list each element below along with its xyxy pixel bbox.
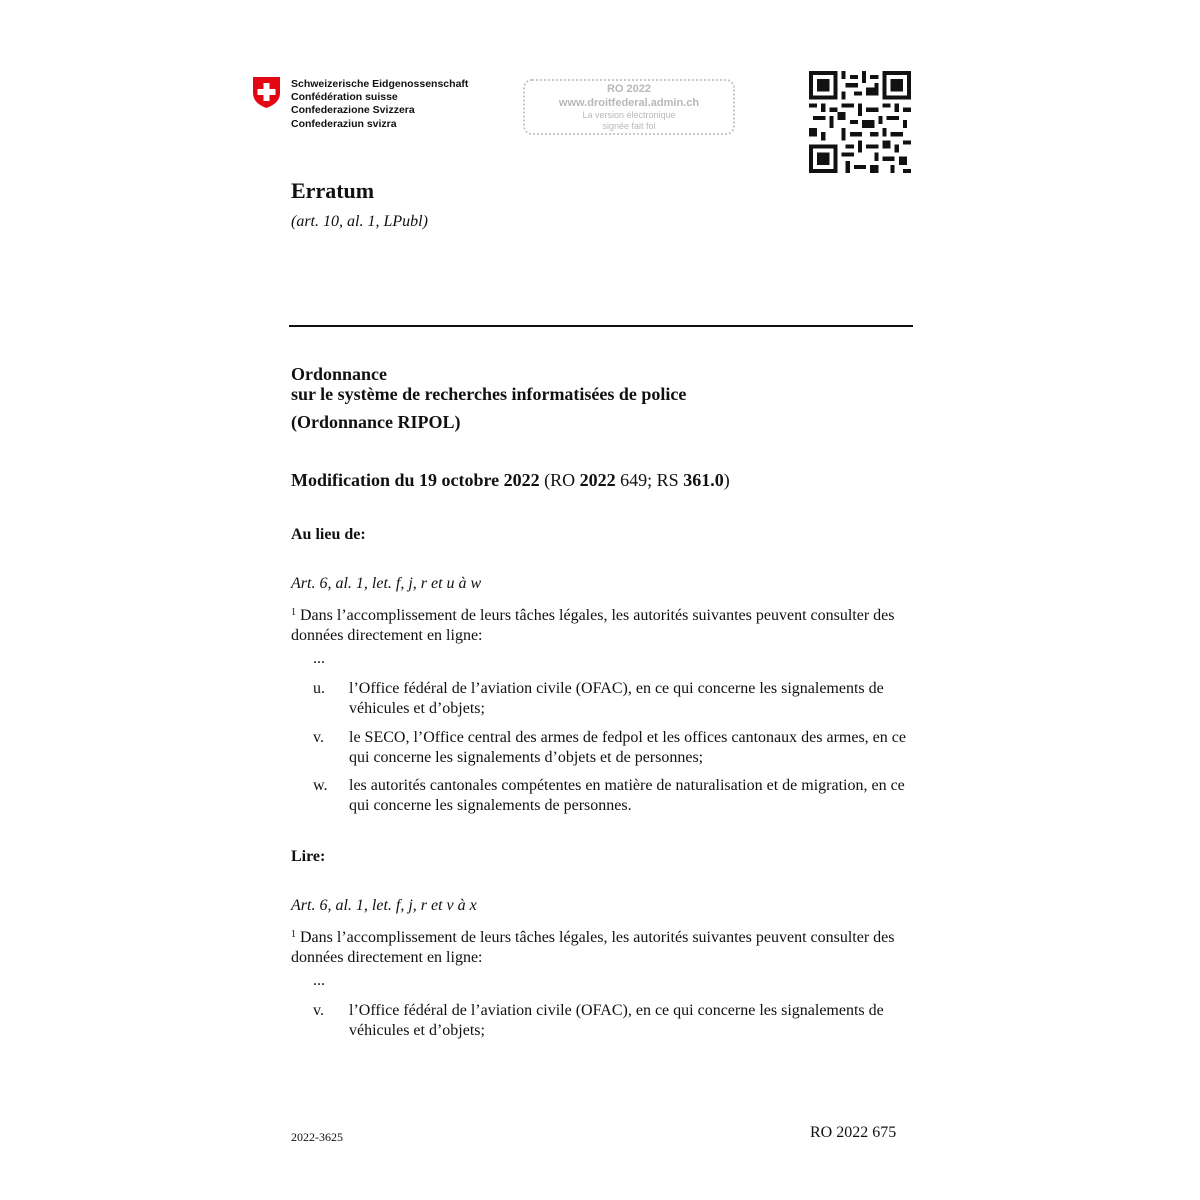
paragraph-text: Dans l’accomplissement de leurs tâches légales, les autorités suivantes peuvent consulter des données directement en ligne:	[291, 607, 895, 644]
modification-label: Modification du 19 octobre 2022	[291, 470, 540, 490]
act-title-line-1: Ordonnance	[291, 364, 388, 384]
list-item	[313, 776, 911, 816]
swiss-coat-of-arms-icon	[252, 76, 281, 109]
instead-heading: Au lieu de:	[291, 526, 366, 543]
stamp-note-1: La version électronique	[582, 110, 676, 120]
stamp-note-2: signée fait foi	[602, 121, 656, 131]
list-item	[313, 679, 911, 719]
modification-ref-rs: 361.0	[683, 470, 724, 490]
modification-ref-close: )	[723, 470, 730, 490]
divider	[289, 325, 913, 327]
paragraph-number: 1	[291, 929, 296, 940]
list-item-letter: u.	[313, 680, 325, 697]
qr-code-icon	[809, 71, 911, 173]
modification-ref-year: 2022	[579, 470, 616, 490]
document-number: 2022-3625	[291, 1130, 343, 1144]
act-title-line-3: (Ordonnance RIPOL)	[291, 412, 461, 432]
ellipsis: ...	[313, 650, 325, 667]
modification-ref-page: 649; RS	[615, 470, 684, 490]
confederation-name-de: Schweizerische Eidgenossenschaft	[291, 78, 469, 90]
list-item	[313, 1001, 911, 1041]
read-heading: Lire:	[291, 848, 326, 865]
paragraph-number: 1	[291, 607, 296, 618]
signature-stamp	[523, 79, 735, 135]
list-item-text: les autorités cantonales compétentes en matière de naturalisation et de migration, en ce qui concerne les signalements de personnes.	[349, 777, 905, 814]
list-item-letter: w.	[313, 777, 328, 794]
paragraph-text: Dans l’accomplissement de leurs tâches légales, les autorités suivantes peuvent consulter des données directement en ligne:	[291, 929, 895, 966]
confederation-name-fr: Confédération suisse	[291, 91, 398, 104]
read-article: Art. 6, al. 1, let. f, j, r et v à x	[291, 897, 477, 914]
instead-paragraph	[291, 603, 911, 646]
modification-line	[291, 469, 730, 491]
page-title: Erratum	[291, 178, 375, 203]
confederation-names	[291, 78, 468, 131]
confederation-name-rm: Confederaziun svizra	[291, 117, 397, 130]
list-item-text: l’Office fédéral de l’aviation civile (OFAC), en ce qui concerne les signalements de véhicules et d’objets;	[349, 1002, 884, 1039]
list-item-letter: v.	[313, 1002, 324, 1019]
act-title-line-2: sur le système de recherches informatisées de police	[291, 384, 687, 404]
modification-ref-open: (RO	[539, 470, 580, 490]
stamp-ro: RO 2022	[606, 83, 652, 95]
legal-basis: (art. 10, al. 1, LPubl)	[291, 213, 428, 230]
instead-article: Art. 6, al. 1, let. f, j, r et u à w	[291, 575, 482, 592]
list-item-text: l’Office fédéral de l’aviation civile (OFAC), en ce qui concerne les signalements de véhicules et d’objets;	[349, 680, 884, 717]
ellipsis: ...	[313, 972, 325, 989]
stamp-url: www.droitfederal.admin.ch	[558, 97, 700, 109]
list-item	[313, 728, 911, 768]
read-paragraph	[291, 925, 911, 968]
confederation-name-it: Confederazione Svizzera	[291, 104, 415, 117]
list-item-letter: v.	[313, 729, 324, 746]
list-item-text: le SECO, l’Office central des armes de fedpol et les offices cantonaux des armes, en ce qui concerne les signalements d’objets et de personnes;	[349, 729, 906, 766]
ro-reference: RO 2022 675	[810, 1124, 897, 1141]
